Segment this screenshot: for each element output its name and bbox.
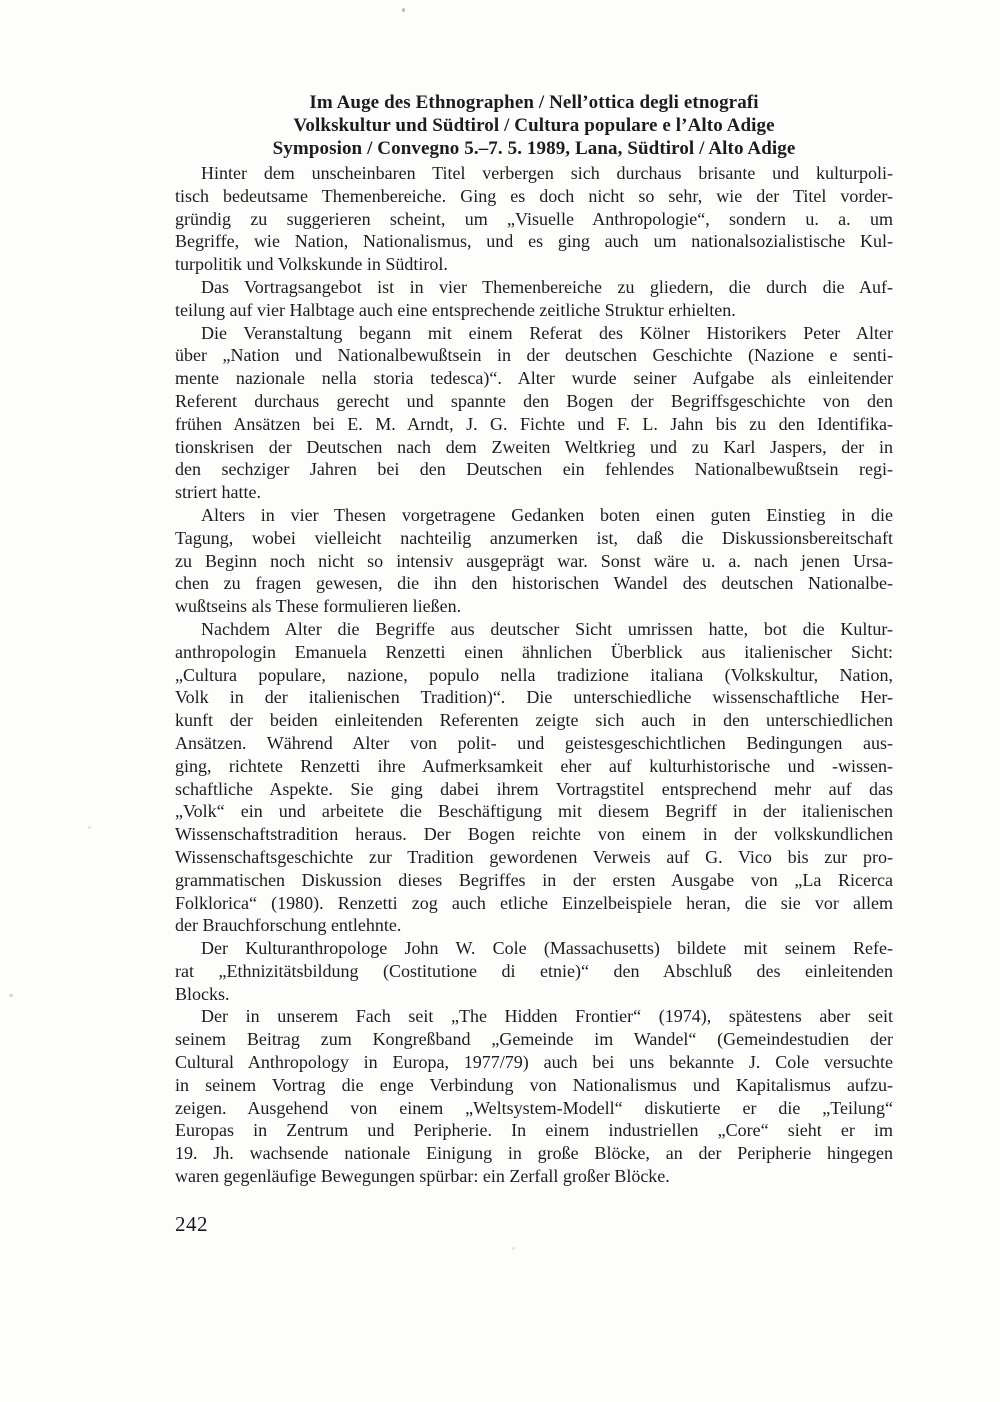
body-line: 19. Jh. wachsende nationale Einigung in große Blöcke, an der Peripherie hingegen (175, 1143, 893, 1164)
body-line: Folklorica“ (1980). Renzetti zog auch etliche Einzelbeispiele heran, die sie vor allem (175, 892, 893, 913)
article-body (175, 162, 893, 1188)
paragraph (175, 322, 893, 504)
paragraph (175, 618, 893, 937)
body-line: den sechziger Jahren bei den Deutschen ein fehlendes Nationalbewußtsein regi- (175, 459, 893, 480)
body-line: schaftliche Aspekte. Sie ging dabei ihrem Vortragstitel entsprechend mehr auf das (175, 778, 893, 799)
body-line: ging, richtete Renzetti ihre Aufmerksamkeit eher auf kulturhistorische und -wissen- (175, 755, 893, 776)
heading-line: Symposion / Convegno 5.–7. 5. 1989, Lana, Südtirol / Alto Adige (272, 138, 796, 159)
body-line: waren gegenläufige Bewegungen spürbar: ein Zerfall großer Blöcke. (175, 1166, 670, 1187)
body-line: Volk in der italienischen Tradition)“. Die unterschiedliche wissenschaftliche Her- (175, 687, 893, 708)
body-line: über „Nation und Nationalbewußtsein in der deutschen Geschichte (Nazione e senti- (175, 345, 893, 366)
text-block (175, 91, 893, 1188)
body-line: Wissenschaftstradition heraus. Der Bogen reichte von einem in der volkskundlichen (175, 824, 893, 845)
body-line: in seinem Vortrag die enge Verbindung von Nationalismus und Kapitalismus aufzu- (175, 1074, 893, 1095)
body-line: Ansätzen. Während Alter von polit- und geistesgeschichtlichen Bedingungen aus- (175, 732, 893, 753)
page-number: 242 (175, 1212, 208, 1236)
body-line: Hinter dem unscheinbaren Titel verbergen sich durchaus brisante und kulturpoli- (201, 163, 893, 183)
body-line: frühen Ansätzen bei E. M. Arndt, J. G. Fichte und F. L. Jahn bis zu den Identifika- (175, 413, 893, 434)
body-line: turpolitik und Volkskunde in Südtirol. (175, 254, 448, 275)
body-line: anthropologin Emanuela Renzetti einen ähnlichen Überblick aus italienischer Sicht: (175, 641, 893, 662)
body-line: „Cultura populare, nazione, populo nella tradizione italiana (Volkskultur, Nation, (175, 664, 893, 685)
body-line: Begriffe, wie Nation, Nationalismus, und es ging auch um nationalsozialistische Kul- (175, 231, 893, 252)
paragraph (175, 1005, 893, 1187)
paragraph (175, 937, 893, 1005)
body-line: Wissenschaftsgeschichte zur Tradition gewordenen Verweis auf G. Vico bis zur pro- (175, 846, 893, 867)
paragraph (175, 276, 893, 322)
paragraph (175, 504, 893, 618)
body-line: Das Vortragsangebot ist in vier Themenbereiche zu gliedern, die durch die Auf- (201, 276, 893, 297)
body-line: Referent durchaus gerecht und spannte den Bogen der Begriffsgeschichte von den (175, 390, 893, 411)
body-line: der Brauchforschung entlehnte. (175, 915, 402, 936)
body-line: Europas in Zentrum und Peripherie. In einem industriellen „Core“ sieht er im (175, 1120, 893, 1141)
body-line: Tagung, wobei vielleicht nachteilig anzumerken ist, daß die Diskussionsbereitschaft (175, 527, 893, 548)
body-line: tionskrisen der Deutschen nach dem Zweiten Weltkrieg und zu Karl Jaspers, der in (175, 436, 893, 457)
body-line: Nachdem Alter die Begriffe aus deutscher Sicht umrissen hatte, bot die Kultur- (201, 618, 893, 639)
paragraph (175, 162, 893, 276)
body-line: rat „Ethnizitätsbildung (Costitutione di etnie)“ den Abschluß des einleitenden (175, 960, 893, 981)
body-line: Cultural Anthropology in Europa, 1977/79) auch bei uns bekannte J. Cole versuchte (175, 1052, 893, 1073)
body-line: zeigen. Ausgehend von einem „Weltsystem-Modell“ diskutierte er die „Teilung“ (175, 1097, 893, 1118)
body-line: chen zu fragen gewesen, die ihn den historischen Wandel des deutschen Nationalbe- (175, 573, 893, 594)
body-line: Blocks. (175, 983, 230, 1004)
body-line: striert hatte. (175, 482, 261, 503)
body-line: gründig zu suggerieren scheint, um „Visuelle Anthropologie“, sondern u. a. um (175, 208, 893, 229)
body-line: Die Veranstaltung begann mit einem Referat des Kölner Historikers Peter Alter (201, 322, 893, 343)
body-line: grammatischen Diskussion dieses Begriffes in der ersten Ausgabe von „La Ricerca (175, 869, 893, 890)
body-line: „Volk“ ein und arbeitete die Beschäftigung mit diesem Begriff in der italienischen (175, 801, 893, 822)
heading-line: Im Auge des Ethnographen / Nell’ottica degli etnografi (309, 92, 759, 113)
body-line: Alters in vier Thesen vorgetragene Gedanken boten einen guten Einstieg in die (201, 504, 893, 525)
scan-speck (88, 826, 91, 829)
body-line: teilung auf vier Halbtage auch eine entsprechende zeitliche Struktur erhielten. (175, 299, 736, 320)
scan-speck (512, 1247, 515, 1250)
body-line: Der Kulturanthropologe John W. Cole (Massachusetts) bildete mit seinem Refe- (201, 938, 893, 959)
article-heading (175, 91, 893, 160)
body-line: mente nazionale nella storia tedesca)“. Alter wurde seiner Aufgabe als einleitender (175, 368, 893, 389)
body-line: tisch bedeutsame Themenbereiche. Ging es doch nicht so sehr, wie der Titel vorder- (175, 185, 893, 206)
body-line: Der in unserem Fach seit „The Hidden Frontier“ (1974), spätestens aber seit (201, 1006, 893, 1027)
scan-speck (9, 994, 13, 997)
heading-line: Volkskultur und Südtirol / Cultura populare e l’Alto Adige (293, 115, 775, 136)
body-line: kunft der beiden einleitenden Referenten zeigte sich auch in den unterschiedlichen (175, 710, 893, 731)
body-line: zu Beginn noch nicht so intensiv ausgeprägt war. Sonst wäre u. a. nach jenen Ursa- (175, 550, 893, 571)
scan-speck (402, 8, 405, 12)
body-line: wußtseins als These formulieren ließen. (175, 596, 462, 617)
body-line: seinem Beitrag zum Kongreßband „Gemeinde im Wandel“ (Gemeindestudien der (175, 1029, 893, 1050)
